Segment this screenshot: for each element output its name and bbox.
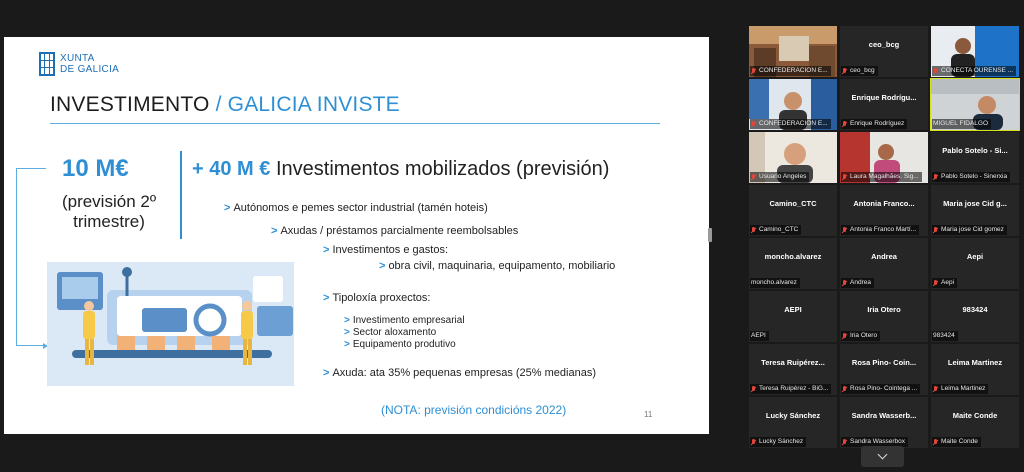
mic-off-icon [933, 439, 938, 446]
participant-name: moncho.alvarez [764, 252, 822, 261]
bullet-arrow-icon: > [323, 292, 330, 304]
participant-tile[interactable] [840, 185, 928, 236]
bullet-arrow-icon: > [224, 202, 231, 214]
mic-off-icon [842, 227, 847, 234]
participant-tile[interactable] [931, 132, 1019, 183]
participant-tile[interactable] [931, 397, 1019, 448]
participant-label: Camino_CTC [759, 226, 799, 233]
participant-name: Pablo Sotelo - Si... [942, 146, 1008, 155]
participant-tile[interactable] [931, 185, 1019, 236]
participant-label: Maite Conde [941, 438, 978, 445]
participant-label: 983424 [933, 332, 955, 339]
participant-tile[interactable] [749, 185, 837, 236]
bullet: > Investimentos e gastos: [323, 244, 448, 256]
participant-tile[interactable] [931, 238, 1019, 289]
title-alt: GALICIA INVISTE [227, 93, 400, 116]
participant-name: Rosa Pino- Coin... [851, 358, 917, 367]
participant-label: CONFEDERACION E... [759, 67, 828, 74]
participant-label: Sandra Wasserbox [850, 438, 906, 445]
big-amount-subtitle: (previsión 2º trimestre) [61, 192, 157, 231]
participant-label: Usuario Angeles [759, 173, 807, 180]
participant-name: Antonia Franco... [853, 199, 915, 208]
participant-name: Lucky Sánchez [765, 411, 821, 420]
participant-tile[interactable] [749, 291, 837, 342]
participant-tile[interactable] [931, 26, 1019, 77]
mic-off-icon [751, 227, 756, 234]
mic-off-icon [842, 121, 847, 128]
participant-label: Maria jose Cid gomez [941, 226, 1004, 233]
mic-off-icon [751, 121, 756, 128]
xunta-emblem-icon [39, 52, 55, 76]
mic-off-icon [751, 68, 756, 75]
bullet-arrow-icon: > [323, 244, 330, 256]
mic-off-icon [842, 68, 847, 75]
participant-name: 983424 [962, 305, 988, 314]
participant-name: ceo_bcg [868, 40, 900, 49]
mic-off-icon [933, 280, 938, 287]
participant-label: Aepi [941, 279, 955, 286]
bullet: > Axuda: ata 35% pequenas empresas (25% medianas) [323, 367, 596, 379]
participant-label: Rosa Pino- Cointega ... [850, 385, 918, 392]
mic-off-icon [751, 386, 756, 393]
participant-name: Andrea [871, 252, 897, 261]
participant-name: Leima Martinez [947, 358, 1003, 367]
bullet: > Tipoloxía proxectos: [323, 292, 431, 304]
participant-tile[interactable] [840, 344, 928, 395]
bullet-arrow-icon: > [271, 225, 278, 237]
bullet-arrow-icon: > [379, 260, 386, 272]
note: (NOTA: previsión condicións 2022) [381, 403, 567, 417]
participant-label: CONFEDERACION E... [759, 120, 828, 127]
participant-label: Andrea [850, 279, 871, 286]
participant-label: Laura Magalhães. Sig... [850, 173, 919, 180]
logo-line-2: DE GALICIA [60, 64, 120, 75]
participant-label: Antonia Franco Martí... [850, 226, 917, 233]
participant-label: Pablo Sotelo - Sinerxia [941, 173, 1008, 180]
participant-tile[interactable] [749, 26, 837, 77]
participant-tile[interactable] [840, 26, 928, 77]
participant-tile[interactable] [840, 132, 928, 183]
participant-label: Iria Otero [850, 332, 878, 339]
vertical-divider [180, 151, 182, 239]
participant-name: Aepi [966, 252, 984, 261]
participant-tile[interactable] [749, 397, 837, 448]
participant-tile[interactable] [931, 291, 1019, 342]
headline [192, 158, 609, 181]
participant-label: AEPI [751, 332, 766, 339]
bullet: > Investimento empresarial [344, 315, 465, 326]
mic-off-icon [933, 174, 938, 181]
participant-name: AEPI [784, 305, 802, 314]
participant-tile[interactable] [840, 397, 928, 448]
bullet-arrow-icon: > [344, 315, 350, 326]
mic-off-icon [933, 386, 938, 393]
participant-label: Lucky Sánchez [759, 438, 804, 445]
mic-off-icon [933, 68, 938, 75]
participant-label: Enrique Rodríguez [850, 120, 905, 127]
big-amount: 10 M€ [62, 155, 129, 182]
participant-label: MIGUEL FIDALGO [933, 120, 989, 127]
participant-name: Maite Conde [952, 411, 998, 420]
mic-off-icon [842, 174, 847, 181]
bullet-arrow-icon: > [323, 367, 330, 379]
participant-name: Enrique Rodrígu... [851, 93, 917, 102]
participant-name: Iria Otero [867, 305, 901, 314]
participant-label: Teresa Ruipérez - BiG... [759, 385, 829, 392]
mic-off-icon [751, 174, 756, 181]
mic-off-icon [842, 333, 847, 340]
mic-off-icon [842, 280, 847, 287]
participant-tile[interactable] [840, 79, 928, 130]
participant-label: moncho.alvarez [751, 279, 797, 286]
xunta-logo [39, 52, 119, 76]
bullet: > Equipamento produtivo [344, 339, 456, 350]
participant-tile[interactable] [840, 291, 928, 342]
participant-name: Maria jose Cid g... [943, 199, 1007, 208]
factory-illustration [47, 262, 294, 386]
bullet: > Sector aloxamento [344, 327, 437, 338]
participant-tile[interactable] [749, 79, 837, 130]
mic-off-icon [842, 386, 847, 393]
bullet-arrow-icon: > [344, 327, 350, 338]
participant-tile[interactable] [749, 132, 837, 183]
participant-tile[interactable] [840, 238, 928, 289]
participant-name: Sandra Wasserb... [851, 411, 917, 420]
title-divider [50, 123, 660, 124]
logo-line-1: XUNTA [60, 53, 95, 64]
headline-text: Investimentos mobilizados (previsión) [275, 158, 610, 180]
participant-tile[interactable] [749, 238, 837, 289]
bullet: > Axudas / préstamos parcialmente reembolsables [271, 225, 519, 237]
participant-label: Leima Martinez [941, 385, 986, 392]
participant-tile[interactable] [931, 344, 1019, 395]
participant-label: CONECTA OURENSE ... [941, 67, 1014, 74]
participant-name: Teresa Ruipérez... [761, 358, 825, 367]
participant-label: ceo_bcg [850, 67, 875, 74]
participant-tile[interactable] [749, 344, 837, 395]
bullet: > Autónomos e pemes sector industrial (tamén hoteis) [224, 202, 488, 214]
headline-amount: + 40 M € [192, 158, 271, 180]
mic-off-icon [933, 227, 938, 234]
mic-off-icon [842, 439, 847, 446]
mic-off-icon [751, 439, 756, 446]
connector-arrow [16, 168, 46, 346]
title-separator: / [215, 93, 222, 116]
gallery-scroll-down-button[interactable] [861, 446, 904, 467]
slide-title [50, 93, 400, 117]
bullet-arrow-icon: > [344, 339, 350, 350]
shared-screen-slide [4, 37, 709, 434]
title-main: INVESTIMENTO [50, 93, 210, 116]
bullet: > obra civil, maquinaria, equipamento, mobiliario [379, 260, 616, 272]
page-number: 11 [644, 410, 653, 419]
panel-resize-handle[interactable] [708, 228, 712, 242]
participant-name: Camino_CTC [769, 199, 817, 208]
participant-tile-active-speaker[interactable] [931, 79, 1019, 130]
chevron-down-icon [878, 450, 888, 460]
